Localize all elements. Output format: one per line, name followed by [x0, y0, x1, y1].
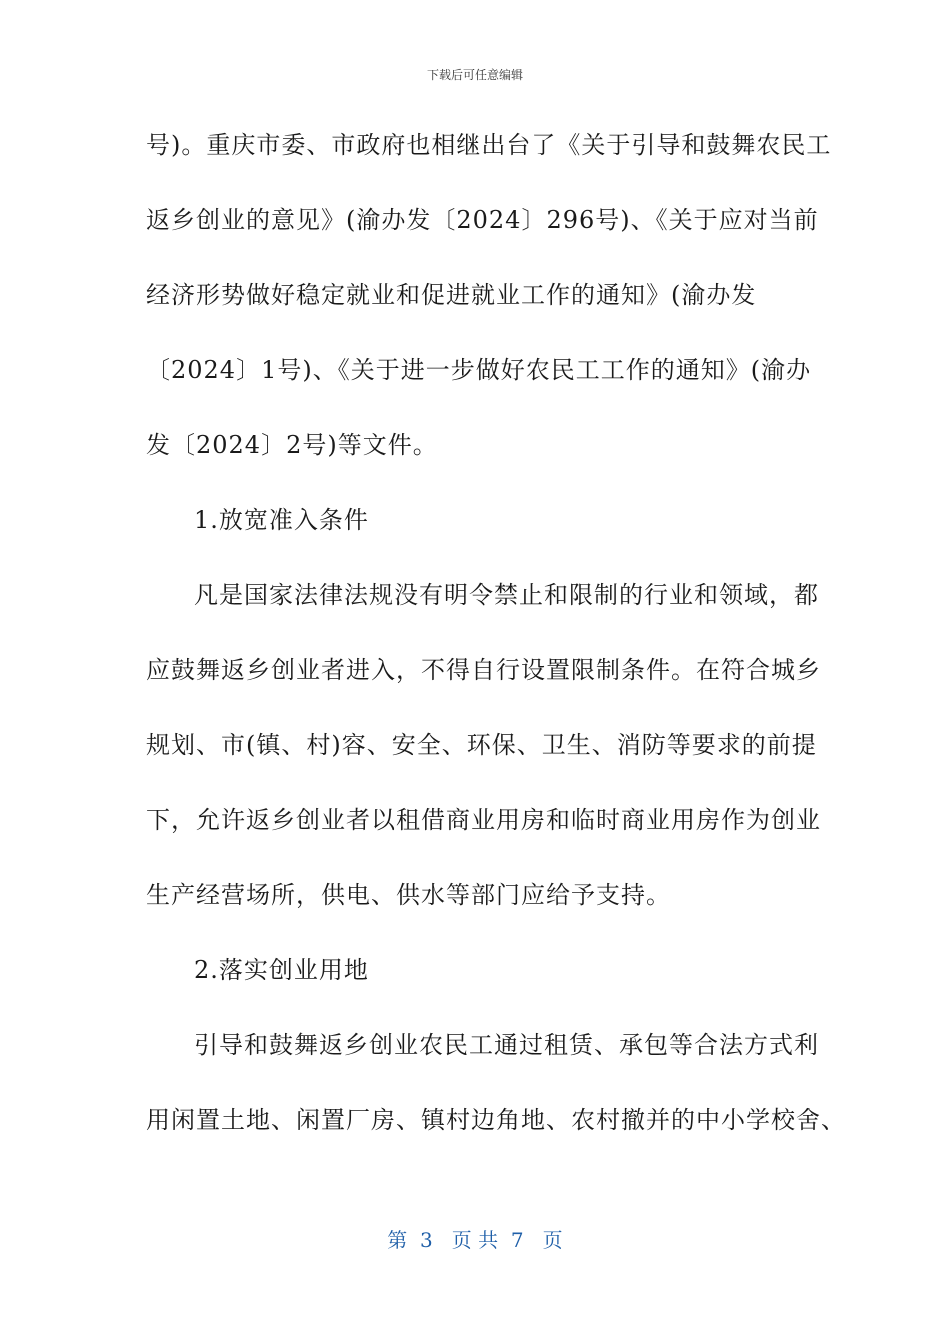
- text-line: 规划、市(镇、村)容、安全、环保、卫生、消防等要求的前提: [146, 731, 817, 759]
- text-line: 返乡创业的意见》(渝办发〔2024〕296号)、《关于应对当前: [146, 206, 819, 234]
- section-heading: 1.放宽准入条件: [194, 506, 369, 534]
- paragraph-first-line: 凡是国家法律法规没有明令禁止和限制的行业和领域，都: [194, 581, 819, 609]
- paragraph-first-line: 引导和鼓舞返乡创业农民工通过租赁、承包等合法方式利: [194, 1031, 819, 1059]
- text-line: 下，允许返乡创业者以租借商业用房和临时商业用房作为创业: [146, 806, 821, 834]
- page-header: 下载后可任意编辑: [426, 68, 523, 82]
- document-body: [146, 120, 846, 1170]
- page-footer: 第 3 页 共 7 页: [387, 1228, 563, 1252]
- text-line: 经济形势做好稳定就业和促进就业工作的通知》(渝办发: [146, 281, 757, 309]
- text-line: 〔2024〕1号)、《关于进一步做好农民工工作的通知》(渝办: [146, 356, 812, 384]
- text-line: 生产经营场所，供电、供水等部门应给予支持。: [146, 881, 671, 909]
- text-line: 应鼓舞返乡创业者进入，不得自行设置限制条件。在符合城乡: [146, 656, 821, 684]
- section-heading: 2.落实创业用地: [194, 956, 369, 984]
- text-line: 号)。重庆市委、市政府也相继出台了《关于引导和鼓舞农民工: [146, 131, 832, 159]
- text-line: 用闲置土地、闲置厂房、镇村边角地、农村撤并的中小学校舍、: [146, 1106, 846, 1134]
- text-line: 发〔2024〕2号)等文件。: [146, 431, 438, 459]
